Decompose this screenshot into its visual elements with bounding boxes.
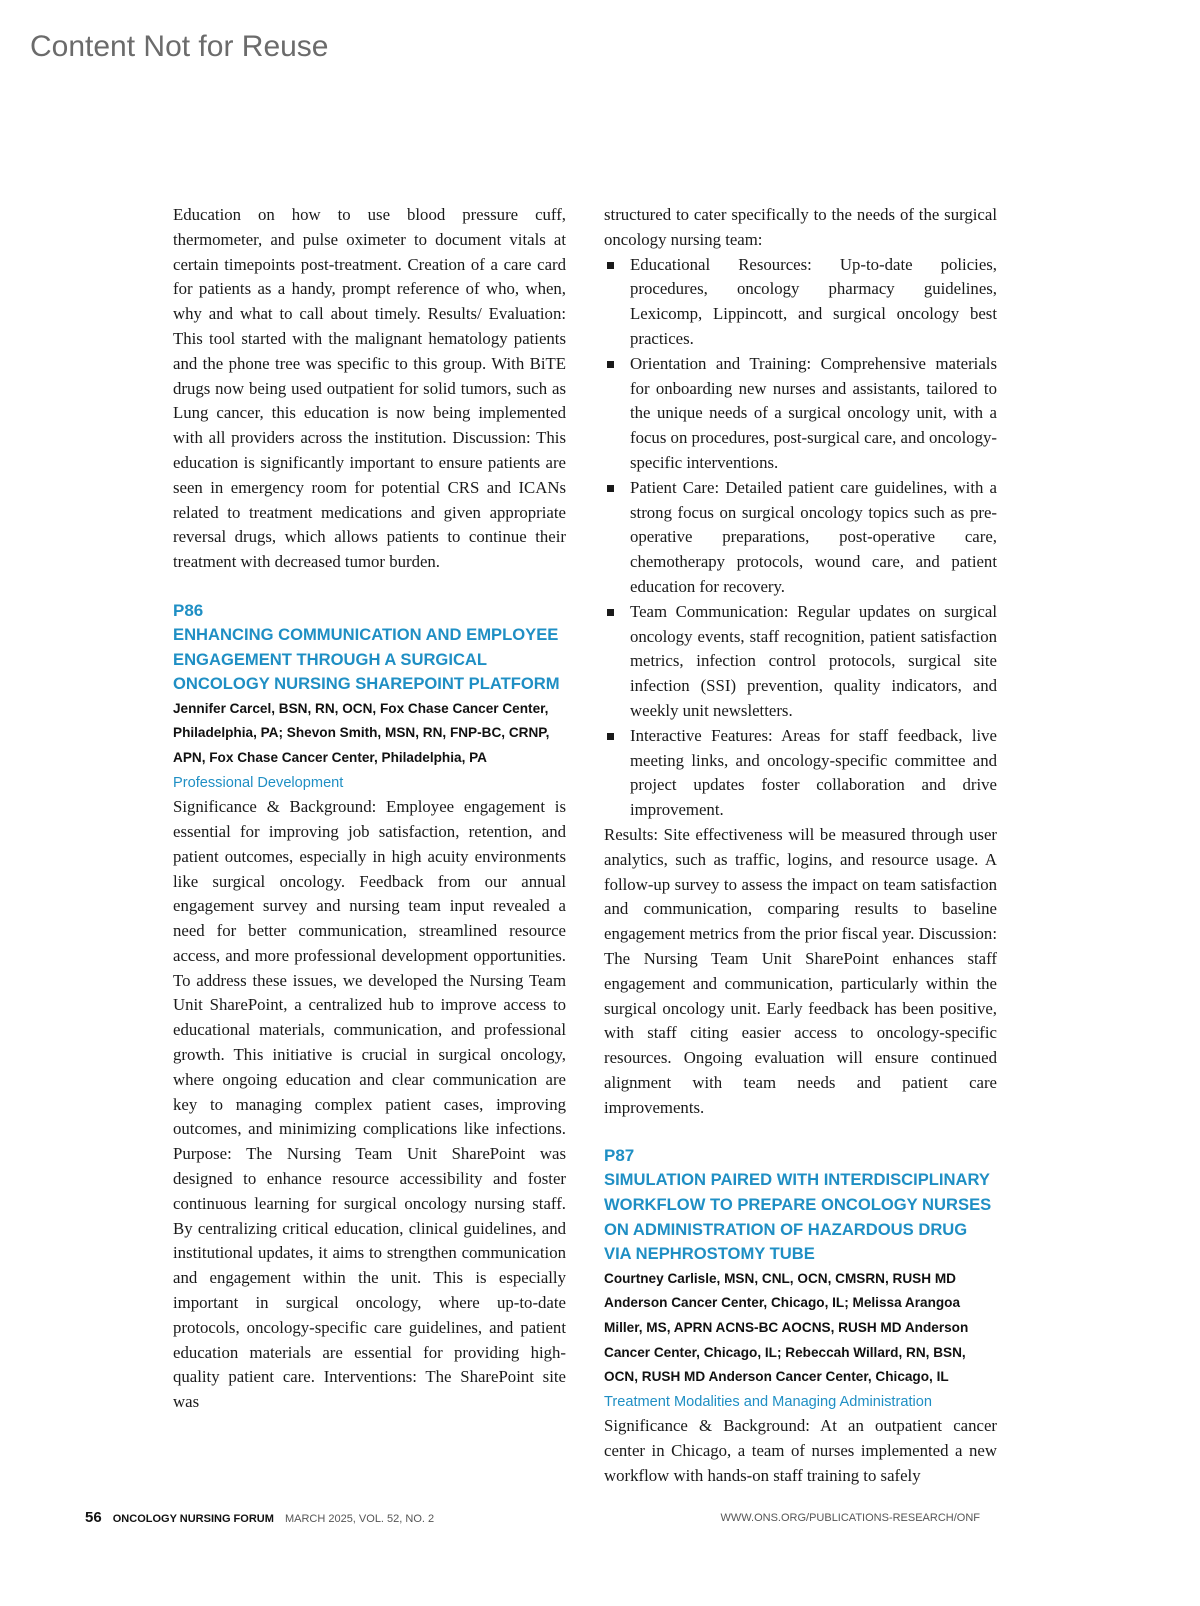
bullet-text: Patient Care: Detailed patient care guidelines, with a strong focus on surgical oncology topics such as pre-operative preparations, post-operative care, chemotherapy protocols, wound care, and patient education for recovery.	[630, 477, 997, 596]
square-bullet-icon	[607, 485, 614, 492]
square-bullet-icon	[607, 609, 614, 616]
list-item	[604, 600, 997, 724]
page-number: 56	[85, 1509, 102, 1526]
results-paragraph: Results: Site effectiveness will be measured through user analytics, such as traffic, logins, and resource usage. A follow-up survey to assess the impact on team satisfaction and communication, comparing results to baseline engagement metrics from the prior fiscal year. Discussion: The Nursing Team Unit SharePoint enhances staff engagement and communication, particularly within the surgical oncology unit. Early feedback has been positive, with staff citing easier access to oncology-specific resources. Ongoing evaluation will ensure continued alignment with team needs and patient care improvements.	[604, 824, 997, 1117]
abstract-id: P86	[173, 600, 204, 620]
list-item	[604, 476, 997, 600]
abstract-authors: Jennifer Carcel, BSN, RN, OCN, Fox Chase Cancer Center, Philadelphia, PA; Shevon Smith, MSN, RN, FNP-BC, CRNP, APN, Fox Chase Cancer Center, Philadelphia, PA	[173, 700, 550, 765]
issue-info: MARCH 2025, VOL. 52, NO. 2	[284, 1513, 435, 1525]
bullet-text: Orientation and Training: Comprehensive materials for onboarding new nurses and assistants, tailored to the unique needs of a surgical oncology unit, with a focus on procedures, post-surgical care, and oncology-specific interventions.	[630, 353, 997, 472]
list-item	[604, 724, 997, 823]
right-column	[604, 203, 997, 1489]
watermark: Content Not for Reuse	[30, 30, 329, 63]
intro-paragraph: Education on how to use blood pressure cuff, thermometer, and pulse oximeter to document vitals at certain timepoints post-treatment. Creation of a care card for patients as a handy, prompt reference of who, when, why and what to call about timely. Results/ Evaluation: This tool started with the malignant hematology patients and the phone tree was specific to this group. With BiTE drugs now being used outpatient for solid tumors, such as Lung cancer, this education is now being implemented with all providers across the institution. Discussion: This education is significantly important to ensure patients are seen in emergency room for potential CRS and ICANs related to treatment medications and given appropriate reversal drugs, which allows patients to continue their treatment with decreased tumor burden.	[173, 205, 566, 572]
abstract-id: P87	[604, 1146, 635, 1166]
abstract-title: SIMULATION PAIRED WITH INTERDISCIPLINARY WORKFLOW TO PREPARE ONCOLOGY NURSES ON ADMINISTRATION OF HAZARDOUS DRUG VIA NEPHROSTOMY TUBE	[604, 1170, 992, 1264]
abstract-authors: Courtney Carlisle, MSN, CNL, OCN, CMSRN, RUSH MD Anderson Cancer Center, Chicago, IL; Melissa Arangoa Miller, MS, APRN ACNS-BC AOCNS, RUSH MD Anderson Cancer Center, Chicago, IL; Rebeccah Willard, RN, BSN, OCN, RUSH MD Anderson Cancer Center, Chicago, IL	[604, 1270, 969, 1385]
abstract-category: Professional Development	[173, 774, 344, 791]
list-item	[604, 253, 997, 352]
bullet-text: Interactive Features: Areas for staff feedback, live meeting links, and oncology-specific committee and project updates foster collaboration and drive improvement.	[630, 725, 997, 820]
journal-name: ONCOLOGY NURSING FORUM	[112, 1513, 274, 1525]
square-bullet-icon	[607, 733, 614, 740]
square-bullet-icon	[607, 262, 614, 269]
journal-url: WWW.ONS.ORG/PUBLICATIONS-RESEARCH/ONF	[720, 1512, 980, 1524]
abstract-title: ENHANCING COMMUNICATION AND EMPLOYEE ENGAGEMENT THROUGH A SURGICAL ONCOLOGY NURSING SHAREPOINT PLATFORM	[173, 624, 560, 694]
square-bullet-icon	[607, 361, 614, 368]
abstract-p87	[604, 1144, 997, 1488]
abstract-p86	[173, 599, 566, 1415]
continued-text: structured to cater specifically to the needs of the surgical oncology nursing team:	[604, 205, 997, 249]
abstract-body: Significance & Background: Employee engagement is essential for improving job satisfaction, retention, and patient outcomes, especially in high acuity environments like surgical oncology. Feedback from our annual engagement survey and nursing team input revealed a need for better communication, streamlined resource access, and more professional development opportunities. To address these issues, we developed the Nursing Team Unit SharePoint, a centralized hub to improve access to educational materials, communication, and professional growth. This initiative is crucial in surgical oncology, where ongoing education and clear communication are key to managing complex patient cases, improving outcomes, and minimizing complications like infections. Purpose: The Nursing Team Unit SharePoint was designed to enhance resource accessibility and foster continuous learning for surgical oncology nursing staff. By centralizing critical education, clinical guidelines, and institutional updates, it aims to strengthen communication and engagement within the unit. This is especially important in surgical oncology, where up-to-date protocols, oncology-specific care guidelines, and patient education materials are essential for providing high-quality patient care. Interventions: The SharePoint site was	[173, 797, 566, 1412]
bullet-list	[604, 253, 997, 823]
list-item	[604, 352, 997, 476]
bullet-text: Team Communication: Regular updates on surgical oncology events, staff recognition, patient satisfaction metrics, infection control protocols, surgical site infection (SSI) prevention, quality indicators, and weekly unit newsletters.	[630, 601, 997, 720]
bullet-text: Educational Resources: Up-to-date policies, procedures, oncology pharmacy guidelines, Lexicomp, Lippincott, and surgical oncology best practices.	[630, 254, 997, 348]
abstract-body: Significance & Background: At an outpatient cancer center in Chicago, a team of nurses implemented a new workflow with hands-on staff training to safely	[604, 1416, 997, 1486]
abstract-category: Treatment Modalities and Managing Administration	[604, 1393, 932, 1410]
page-footer	[85, 1509, 980, 1526]
left-column	[173, 203, 566, 1415]
